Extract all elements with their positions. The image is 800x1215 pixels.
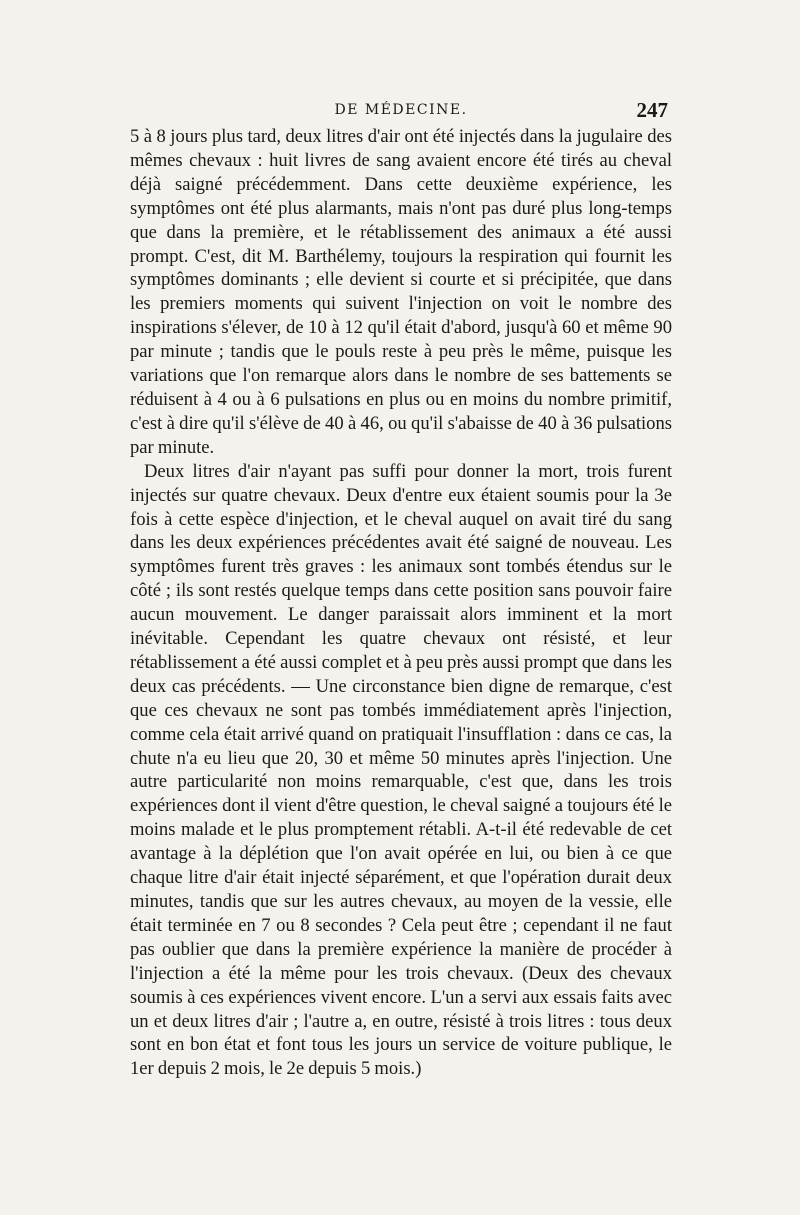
- page-number: 247: [636, 98, 668, 122]
- body-text: [130, 125, 672, 1081]
- running-title: DE MÉDECINE.: [334, 102, 468, 118]
- paragraph-1: 5 à 8 jours plus tard, deux litres d'air ont été injectés dans la jugulaire des mêmes chevaux : huit livres de sang avaient encore été tirés au cheval déjà saigné précédemment. Dans cette deuxième expérience, les symptômes ont été plus alarmants, mais n'ont pas duré plus long-temps que dans la première, et le rétablissement des animaux a été aussi prompt. C'est, dit M. Barthélemy, toujours la respiration qui fournit les symptômes dominants ; elle devient si courte et si précipitée, que dans les premiers moments qui suivent l'injection on voit le nombre des inspirations s'élever, de 10 à 12 qu'il était d'abord, jusqu'à 60 et même 90 par minute ; tandis que le pouls reste à peu près le même, puisque les variations que l'on remarque alors dans le nombre de ses battements se réduisent à 4 ou à 6 pulsations en plus ou en moins du nombre primitif, c'est à dire qu'il s'élève de 40 à 46, ou qu'il s'abaisse de 40 à 36 pulsations par minute.: [130, 126, 672, 458]
- page-header: [130, 98, 672, 126]
- paragraph-2: Deux litres d'air n'ayant pas suffi pour donner la mort, trois furent injectés sur quatre chevaux. Deux d'entre eux étaient soumis pour la 3e fois à cette espèce d'injection, et le cheval auquel on avait tiré du sang dans les deux expériences précédentes avait été saigné de nouveau. Les symptômes furent très graves : les animaux sont tombés étendus sur le côté ; ils sont restés quelque temps dans cette position sans pouvoir faire aucun mouvement. Le danger paraissait alors imminent et la mort inévitable. Cependant les quatre chevaux ont résisté, et leur rétablissement a été aussi complet et à peu près aussi prompt que dans les deux cas précédents. — Une circonstance bien digne de remarque, c'est que ces chevaux ne sont pas tombés immédiatement après l'injection, comme cela était arrivé quand on pratiquait l'insufflation : dans ce cas, la chute n'a eu lieu que 20, 30 et même 50 minutes après l'injection. Une autre particularité non moins remarquable, c'est que, dans les trois expériences dont il vient d'être question, le cheval saigné a toujours été le moins malade et le plus promptement rétabli. A-t-il été redevable de cet avantage à la déplétion que l'on avait opérée en lui, ou bien à ce que chaque litre d'air était injecté séparément, et que l'opération durait deux minutes, tandis que sur les autres chevaux, au moyen de la vessie, elle était terminée en 7 ou 8 secondes ? Cela peut être ; cependant il ne faut pas oublier que dans la première expérience la manière de procéder à l'injection a été la même pour les trois chevaux. (Deux des chevaux soumis à ces expériences vivent encore. L'un a servi aux essais faits avec un et deux litres d'air ; l'autre a, en outre, résisté à trois litres : tous deux sont en bon état et font tous les jours un service de voiture publique, le 1er depuis 2 mois, le 2e depuis 5 mois.): [130, 460, 672, 1080]
